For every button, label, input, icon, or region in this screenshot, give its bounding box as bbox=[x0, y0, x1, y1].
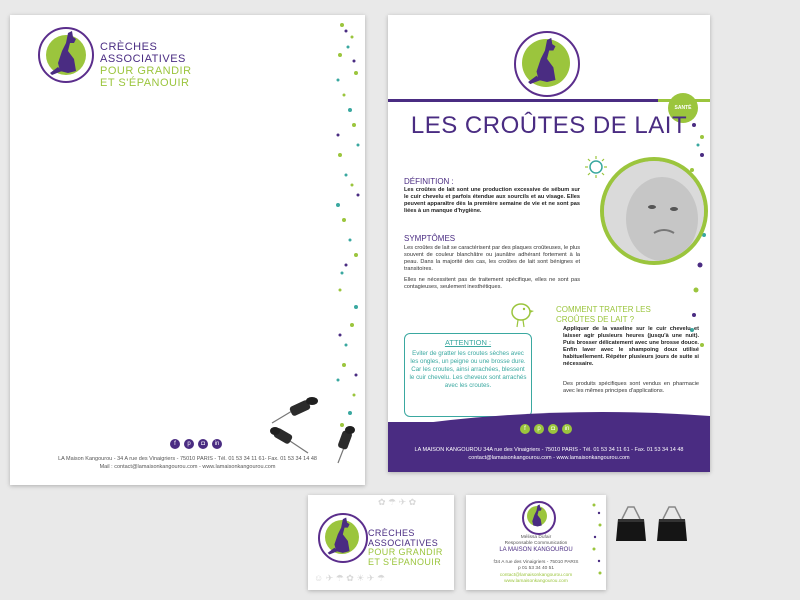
contact-organization: LA MAISON KANGOUROU bbox=[499, 547, 573, 553]
tagline-line-1: CRÈCHES bbox=[368, 528, 415, 538]
business-card-back bbox=[466, 495, 606, 590]
contact-phone: p 01 53 34 40 51 bbox=[517, 566, 554, 571]
treatment-heading: COMMENT TRAITER LES CROÛTES DE LAIT ? bbox=[556, 305, 651, 324]
tagline-line-2: ASSOCIATIVES bbox=[100, 53, 186, 65]
letterhead-footer-contact: Mail : contact@lamaisonkangourou.com - www.lamaisonkangourou.com bbox=[99, 464, 276, 470]
contact-address: f34 A rue des Vinaigriers - 75010 PARIS bbox=[493, 560, 579, 565]
treatment-text: Appliquer de la vaseline sur le cuir chevelu et laisser agir plusieurs heures (jusqu'à une nuit). Puis brosser délicatement avec une brosse douce. Enfin laver avec le shampoing doux utilisé habituellement. Répéter plusieurs jours de suite si nécessaire. bbox=[563, 326, 699, 367]
push-pin-icon bbox=[270, 395, 320, 425]
definition-heading: DÉFINITION : bbox=[404, 177, 454, 186]
push-pin-icon bbox=[330, 425, 360, 465]
linkedin-icon[interactable]: in bbox=[212, 439, 222, 449]
attention-heading: ATTENTION : bbox=[444, 338, 492, 347]
facebook-icon[interactable]: f bbox=[170, 439, 180, 449]
flyer-footer bbox=[388, 422, 710, 472]
baby-photo bbox=[600, 157, 708, 265]
contact-website[interactable]: www.lamaisonkangourou.com bbox=[504, 579, 568, 584]
attention-text: Eviter de gratter les croutes sèches avec les ongles, un peigne ou une brosse dure. Car les croutes, ainsi arrachées, blessent le cuir chevelu. Les cheveux sont arrachés avec les croutes. bbox=[409, 350, 527, 389]
business-card-front: ✿ ☂ ✈ ✿ ☺ ✈ ☂ ✿ ☀ ✈ ☂ CRÈCHES ASSOCIATIVES POUR GRANDIR ET S'ÉPANOUIR bbox=[308, 495, 454, 590]
instagram-icon[interactable]: ◘ bbox=[548, 424, 558, 434]
tagline-line-1: CRÈCHES bbox=[100, 41, 158, 53]
push-pin-icon bbox=[270, 425, 310, 455]
flyer-title: LES CROÛTES DE LAIT bbox=[410, 112, 688, 139]
card-tagline bbox=[368, 529, 443, 567]
binder-clip-icon bbox=[614, 505, 648, 545]
facebook-icon[interactable]: f bbox=[520, 424, 530, 434]
letterhead-tagline bbox=[100, 41, 192, 89]
health-flyer bbox=[388, 15, 710, 472]
kangaroo-icon bbox=[526, 35, 566, 87]
letterhead-social-icons bbox=[170, 439, 222, 449]
binder-clip-icon bbox=[655, 505, 689, 545]
pinterest-icon[interactable]: p bbox=[534, 424, 544, 434]
tagline-line-2: ASSOCIATIVES bbox=[368, 537, 439, 548]
symptoms-heading: SYMPTÔMES bbox=[404, 234, 456, 243]
dotted-border-decoration bbox=[332, 15, 365, 485]
tagline-line-3: POUR GRANDIR bbox=[100, 65, 192, 77]
contact-role: Responsable Communication bbox=[504, 541, 568, 546]
bird-icon bbox=[508, 298, 534, 328]
kangaroo-icon bbox=[527, 503, 547, 529]
instagram-icon[interactable]: ◘ bbox=[198, 439, 208, 449]
flyer-social-icons bbox=[520, 424, 572, 434]
treatment-text-2: Des produits spécifiques sont vendus en pharmacie avec les mêmes principes d'applications. bbox=[563, 381, 699, 394]
kangaroo-icon bbox=[326, 515, 358, 557]
symptoms-text-2: Elles ne nécessitent pas de traitement spécifique, elles ne sont pas contagieuses, seulement inesthétiques. bbox=[404, 277, 580, 290]
contact-email[interactable]: contact@lamaisonkangourou.com bbox=[499, 573, 573, 578]
contact-name: Mélissa Dufair bbox=[520, 535, 552, 540]
symptoms-text: Les croûtes de lait se caractérisent par des plaques croûteuses, le plus souvent de couleur blanchâtre ou jaunâtre adhérant fortement à la peau. Dans la majorité des cas, les croûtes de lait sont bénignes et transitoires. bbox=[404, 245, 580, 272]
letterhead-footer-address: LA Maison Kangourou - 34 A rue des Vinaigriers - 75010 PARIS - Tél. 01 53 34 11 61- Fax. 01 53 34 14 48 bbox=[58, 456, 317, 462]
tagline-line-4: ET S'ÉPANOUIR bbox=[100, 77, 190, 89]
category-badge: SANTÉ bbox=[668, 93, 698, 123]
definition-text: Les croûtes de lait sont une production excessive de sébum sur le cuir chevelu et parfois étendue aux sourcils et au visage. Elles peuvent apparaître dès la première semaine de vie et ne sont pas liées à un manque d'hygiène. bbox=[404, 187, 580, 214]
flyer-footer-contact: contact@lamaisonkangourou.com - www.lamaisonkangourou.com bbox=[468, 455, 630, 461]
linkedin-icon[interactable]: in bbox=[562, 424, 572, 434]
flyer-footer-address: LA MAISON KANGOUROU 34A rue des Vinaigriers - 75010 PARIS - Tél. 01 53 34 11 61 - Fax. 01 53 34 14 48 bbox=[414, 447, 684, 453]
tagline-line-4: ET S'ÉPANOUIR bbox=[368, 556, 442, 567]
letterhead-footer bbox=[10, 455, 365, 471]
kangaroo-icon bbox=[48, 29, 86, 77]
sun-icon bbox=[584, 155, 608, 179]
pinterest-icon[interactable]: p bbox=[184, 439, 194, 449]
tagline-line-3: POUR GRANDIR bbox=[368, 547, 443, 557]
